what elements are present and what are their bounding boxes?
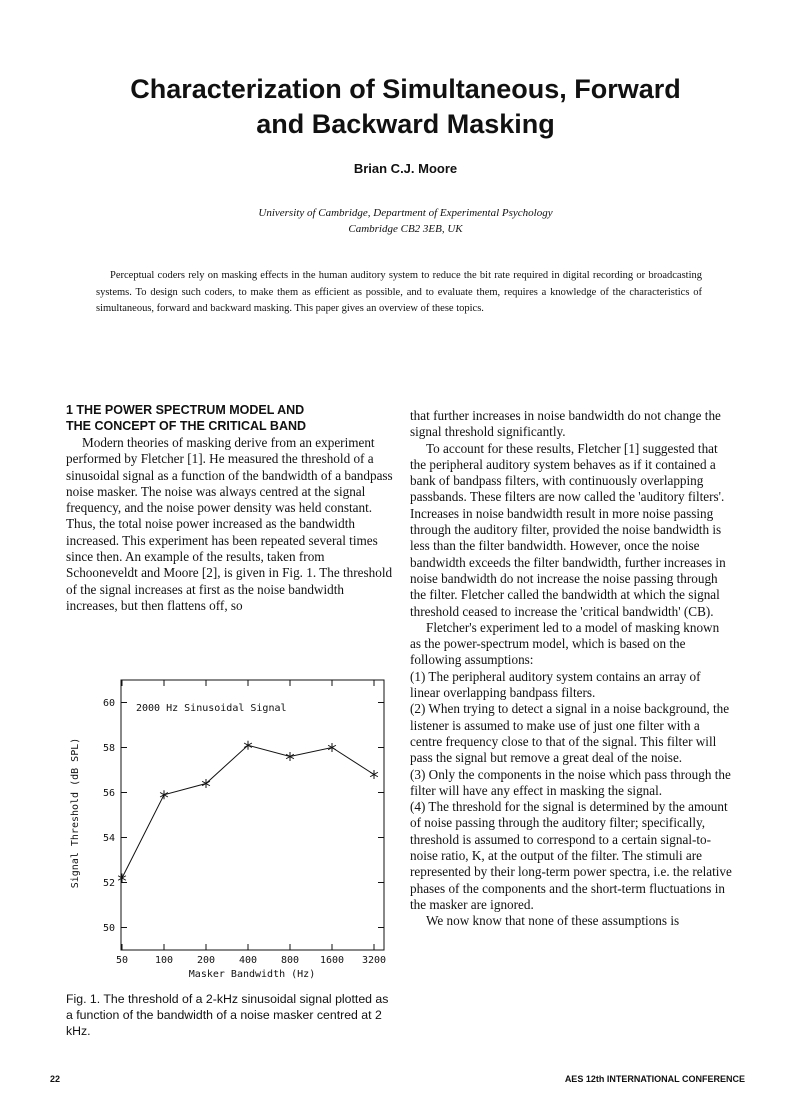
section-heading bbox=[66, 402, 396, 434]
data-point bbox=[286, 752, 294, 761]
y-tick-label: 58 bbox=[102, 743, 115, 754]
chart-ticks bbox=[103, 680, 386, 966]
assumption-2: (2) When trying to detect a signal in a noise background, the listener is assumed to make use of just one filter with a centre frequency close to that of the signal. This filter will pass the signal but remove a great deal of the noise. bbox=[410, 701, 730, 766]
section-heading-line-2: THE CONCEPT OF THE CRITICAL BAND bbox=[66, 419, 307, 433]
author: Brian C.J. Moore bbox=[353, 161, 458, 176]
assumption-4: (4) The threshold for the signal is determined by the amount of noise passing through the auditory filter; specifically, threshold is assumed to correspond to a certain signal-to-noise ratio, K, at the output of the filter. The stimuli are represented by their long-term power spectra, i.e. the relative phases of the components and the short-term fluctuations in the masker are ignored. bbox=[410, 799, 732, 912]
chart-axes bbox=[121, 680, 384, 950]
right-paragraph-2: Fletcher's experiment led to a model of masking known as the power-spectrum model, which is based on the following assumptions: bbox=[410, 619, 720, 668]
data-point bbox=[118, 874, 126, 883]
title-line-1: Characterization of Simultaneous, Forward bbox=[130, 74, 681, 104]
chart-xlabel: Masker Bandwidth (Hz) bbox=[188, 969, 316, 980]
plot-frame bbox=[121, 680, 384, 950]
right-paragraph-3: We now know that none of these assumptions is bbox=[426, 913, 680, 929]
y-tick-label: 50 bbox=[102, 923, 115, 934]
x-tick-label: 400 bbox=[238, 955, 258, 966]
data-point bbox=[328, 743, 336, 752]
x-tick-label: 50 bbox=[115, 955, 129, 966]
figure-caption: Fig. 1. The threshold of a 2-kHz sinusoidal signal plotted as a function of the bandwidth of a noise masker centred at 2 kHz. bbox=[66, 992, 389, 1038]
y-tick-label: 54 bbox=[102, 833, 115, 844]
y-tick-label: 56 bbox=[102, 788, 115, 799]
right-paragraph-0: that further increases in noise bandwidth do not change the signal threshold significantly. bbox=[410, 408, 721, 440]
title-line-2: and Backward Masking bbox=[256, 109, 555, 139]
page-number: 22 bbox=[50, 1074, 61, 1084]
assumption-1: (1) The peripheral auditory system contains an array of linear overlapping bandpass filters. bbox=[410, 668, 701, 701]
section-heading-line-1: 1 THE POWER SPECTRUM MODEL AND bbox=[66, 403, 305, 417]
left-paragraph-1: Modern theories of masking derive from an experiment performed by Fletcher [1]. He measured the threshold of a sinusoidal signal as a function of the bandwidth of a bandpass noise masker. The noise was always centred at the signal frequency, and the noise power density was held constant. Thus, the total noise power increased as the bandwidth increased. This experiment has been repeated several times since then. An example of the results, taken from Schooneveldt and Moore [2], is given in Fig. 1. The threshold of the signal increases at first as the noise bandwidth increases, but then flattens off, so bbox=[66, 435, 393, 613]
chart-title: 2000 Hz Sinusoidal Signal bbox=[136, 703, 287, 714]
x-tick-label: 800 bbox=[280, 955, 300, 966]
x-tick-label: 1600 bbox=[319, 955, 345, 966]
affiliation-line-1: University of Cambridge, Department of Experimental Psychology bbox=[258, 207, 553, 219]
chart-ylabel: Signal Threshold (dB SPL) bbox=[70, 737, 81, 889]
series-line bbox=[122, 745, 374, 878]
x-tick-label: 200 bbox=[196, 955, 216, 966]
left-column bbox=[66, 402, 396, 614]
right-paragraph-1: To account for these results, Fletcher [1] suggested that the peripheral auditory system behaves as if it contained a bank of bandpass filters, with continuously overlapping passbands. These filters are now called the 'auditory filters'. Increases in noise bandwidth result in more noise passing through the auditory filter, provided the noise bandwidth is less than the filter bandwidth. However, once the noise bandwidth exceeds the filter bandwidth, further increases in noise bandwidth do not increase the noise passing through the filter. Fletcher called the bandwidth at which the signal threshold ceased to increase the 'critical bandwidth' (CB). bbox=[410, 440, 726, 619]
x-tick-label: 100 bbox=[154, 955, 174, 966]
abstract: Perceptual coders rely on masking effects in the human auditory system to reduce the bit rate required in digital recording or broadcasting systems. To design such coders, to make them as efficient as possible, and to evaluate them, requires a knowledge of the characteristics of simultaneous, forward and backward masking. This paper gives an overview of these topics. bbox=[96, 270, 702, 314]
conference-footer: AES 12th INTERNATIONAL CONFERENCE bbox=[564, 1074, 745, 1084]
y-tick-label: 52 bbox=[102, 878, 115, 889]
chart-marks bbox=[118, 741, 378, 883]
data-point bbox=[160, 790, 168, 799]
affiliation-line-2: Cambridge CB2 3EB, UK bbox=[348, 223, 463, 235]
affiliation bbox=[0, 205, 811, 237]
y-tick-label: 60 bbox=[102, 698, 115, 709]
data-point bbox=[370, 770, 378, 779]
assumption-3: (3) Only the components in the noise which pass through the filter will have any effect in masking the signal. bbox=[410, 766, 731, 798]
right-column bbox=[410, 408, 732, 930]
figure-1-chart bbox=[66, 668, 396, 980]
x-tick-label: 3200 bbox=[361, 955, 387, 966]
paper-title bbox=[0, 72, 811, 142]
